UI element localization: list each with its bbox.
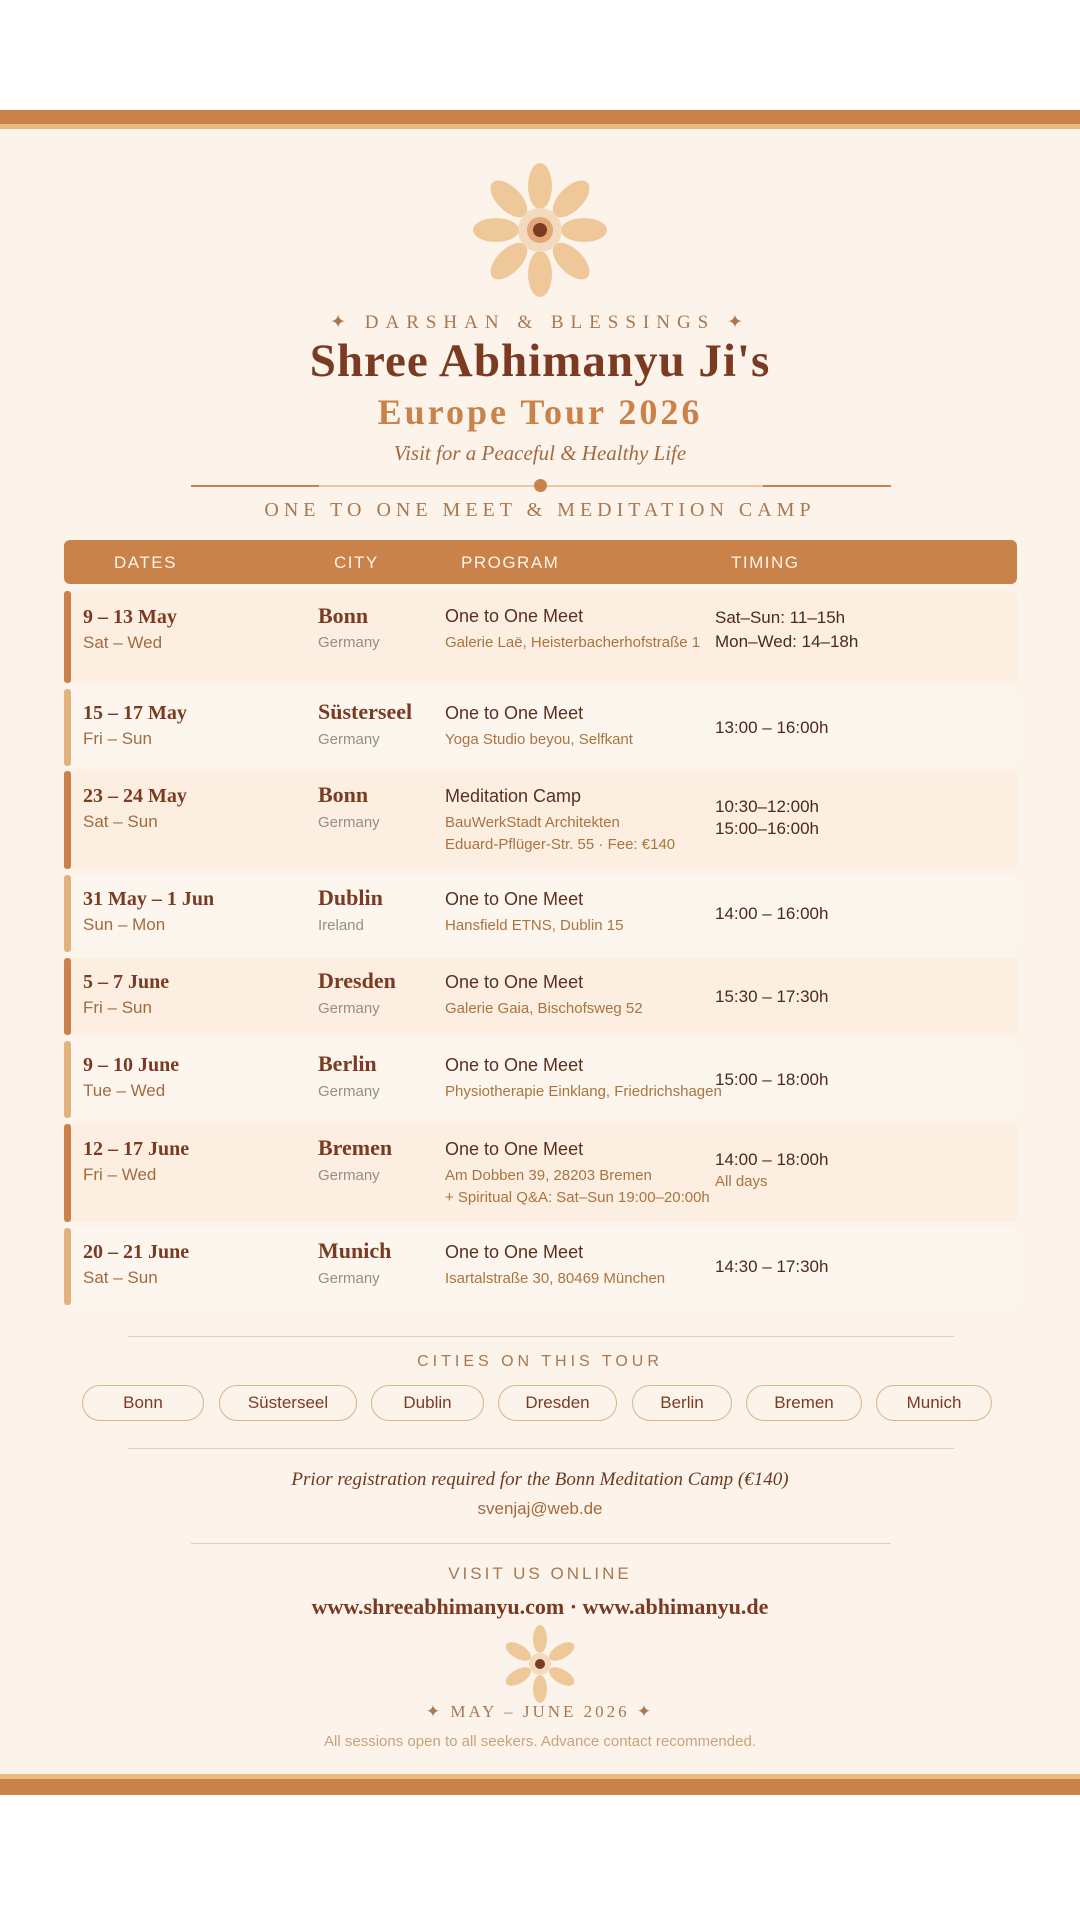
table-row: [64, 1041, 1017, 1118]
row-accent-bar: [64, 689, 71, 766]
column-header-program: PROGRAM: [461, 553, 560, 572]
contact-email[interactable]: svenjaj@web.de: [477, 1499, 603, 1518]
column-header-dates: DATES: [114, 553, 177, 572]
row-country: Germany: [318, 634, 380, 651]
row-days: Sat – Sun: [83, 812, 158, 831]
city-chip-dresden: Dresden: [498, 1385, 617, 1421]
row-venue: Galerie Laë, Heisterbacherhofstraße 1: [445, 634, 701, 651]
row-dates: 5 – 7 June: [83, 971, 170, 993]
cities-heading: CITIES ON THIS TOUR: [417, 1353, 663, 1370]
row-city: Bonn: [318, 782, 369, 807]
row-venue-detail: Eduard-Pflüger-Str. 55 · Fee: €140: [445, 836, 676, 853]
row-dates: 15 – 17 May: [83, 702, 187, 724]
table-row: [64, 1124, 1017, 1222]
top-band: [0, 110, 1080, 124]
page-title: Shree Abhimanyu Ji's: [309, 335, 771, 387]
row-timing-secondary: 15:00–16:00h: [715, 819, 819, 838]
row-days: Fri – Sun: [83, 729, 152, 748]
row-days: Sun – Mon: [83, 915, 166, 934]
row-days: Sat – Wed: [83, 633, 163, 652]
column-header-timing: TIMING: [731, 553, 800, 572]
row-dates: 23 – 24 May: [83, 785, 187, 807]
table-row: [64, 771, 1017, 869]
table-header: [64, 540, 1017, 584]
row-city: Dublin: [318, 885, 383, 910]
table-row: [64, 958, 1017, 1035]
row-timing: Sat–Sun: 11–15h: [715, 608, 846, 627]
row-program: One to One Meet: [445, 606, 584, 626]
top-band-accent: [0, 124, 1080, 129]
visit-online-heading: VISIT US ONLINE: [448, 1564, 632, 1583]
row-accent-bar: [64, 1228, 71, 1305]
city-chip-susterseel: Süsterseel: [219, 1385, 357, 1421]
lotus-icon: [470, 160, 610, 300]
divider-dot: [534, 479, 547, 492]
row-country: Germany: [318, 1000, 380, 1017]
row-days: Fri – Wed: [83, 1165, 157, 1184]
row-dates: 9 – 13 May: [83, 606, 177, 628]
row-country: Germany: [318, 814, 380, 831]
row-days: Fri – Sun: [83, 998, 152, 1017]
row-accent-bar: [64, 771, 71, 869]
table-row: [64, 1228, 1017, 1305]
section-divider: [191, 1543, 891, 1544]
city-chip-bremen: Bremen: [746, 1385, 862, 1421]
row-program: One to One Meet: [445, 1139, 584, 1159]
row-program: One to One Meet: [445, 1242, 584, 1262]
table-row: [64, 591, 1017, 683]
row-city: Munich: [318, 1238, 392, 1263]
row-venue: Yoga Studio beyou, Selfkant: [445, 731, 633, 748]
section-divider: [128, 1448, 954, 1449]
row-days: Sat – Sun: [83, 1268, 158, 1287]
row-accent-bar: [64, 591, 71, 683]
website-links[interactable]: www.shreeabhimanyu.com · www.abhimanyu.de: [311, 1594, 769, 1619]
kicker-text: ✦ DARSHAN & BLESSINGS ✦: [330, 312, 750, 333]
row-venue: Galerie Gaia, Bischofsweg 52: [445, 1000, 643, 1017]
row-venue: Physiotherapie Einklang, Friedrichshagen: [445, 1083, 722, 1100]
row-timing: 14:30 – 17:30h: [715, 1257, 829, 1276]
row-country: Germany: [318, 1270, 380, 1287]
city-chip-bonn: Bonn: [82, 1385, 204, 1421]
row-program: Meditation Camp: [445, 786, 582, 806]
row-country: Germany: [318, 1167, 380, 1184]
row-accent-bar: [64, 958, 71, 1035]
row-city: Dresden: [318, 968, 396, 993]
row-dates: 31 May – 1 Jun: [83, 888, 215, 910]
row-city: Süsterseel: [318, 699, 413, 724]
row-city: Berlin: [318, 1051, 377, 1076]
row-venue: Isartalstraße 30, 80469 München: [445, 1270, 666, 1287]
city-chip-berlin: Berlin: [632, 1385, 732, 1421]
row-accent-bar: [64, 875, 71, 952]
row-venue: Am Dobben 39, 28203 Bremen: [445, 1167, 652, 1184]
row-program: One to One Meet: [445, 972, 584, 992]
row-timing-secondary: Mon–Wed: 14–18h: [715, 632, 859, 651]
row-venue: Hansfield ETNS, Dublin 15: [445, 917, 624, 934]
table-row: [64, 689, 1017, 766]
row-timing: 10:30–12:00h: [715, 797, 819, 816]
row-venue-detail: + Spiritual Q&A: Sat–Sun 19:00–20:00h: [445, 1189, 710, 1206]
small-lotus-icon: [500, 1624, 580, 1704]
footer-note: All sessions open to all seekers. Advance contact recommended.: [324, 1733, 756, 1750]
table-row: [64, 875, 1017, 952]
divider-left: [191, 485, 319, 487]
row-timing-note: All days: [715, 1173, 768, 1190]
column-header-city: CITY: [334, 553, 379, 572]
city-chip-munich: Munich: [876, 1385, 992, 1421]
tagline: Visit for a Peaceful & Healthy Life: [393, 441, 687, 465]
row-city: Bonn: [318, 603, 369, 628]
city-chip-dublin: Dublin: [371, 1385, 484, 1421]
row-accent-bar: [64, 1124, 71, 1222]
row-timing: 14:00 – 18:00h: [715, 1150, 829, 1169]
row-timing: 15:00 – 18:00h: [715, 1070, 829, 1089]
registration-note: Prior registration required for the Bonn Meditation Camp (€140): [291, 1469, 789, 1490]
row-timing: 15:30 – 17:30h: [715, 987, 829, 1006]
row-venue: BauWerkStadt Architekten: [445, 814, 620, 831]
row-dates: 20 – 21 June: [83, 1241, 190, 1263]
footer-dates: ✦ MAY – JUNE 2026 ✦: [425, 1702, 655, 1721]
camp-label: ONE TO ONE MEET & MEDITATION CAMP: [264, 499, 816, 521]
row-city: Bremen: [318, 1135, 393, 1160]
row-country: Germany: [318, 1083, 380, 1100]
row-country: Germany: [318, 731, 380, 748]
row-dates: 12 – 17 June: [83, 1138, 190, 1160]
row-dates: 9 – 10 June: [83, 1054, 180, 1076]
page-subtitle: Europe Tour 2026: [377, 392, 703, 432]
row-timing: 13:00 – 16:00h: [715, 718, 829, 737]
row-accent-bar: [64, 1041, 71, 1118]
bottom-band: [0, 1779, 1080, 1795]
row-country: Ireland: [318, 917, 364, 934]
row-program: One to One Meet: [445, 1055, 584, 1075]
row-program: One to One Meet: [445, 703, 584, 723]
row-timing: 14:00 – 16:00h: [715, 904, 829, 923]
divider-right: [763, 485, 891, 487]
section-divider: [128, 1336, 954, 1337]
row-days: Tue – Wed: [83, 1081, 166, 1100]
row-program: One to One Meet: [445, 889, 584, 909]
